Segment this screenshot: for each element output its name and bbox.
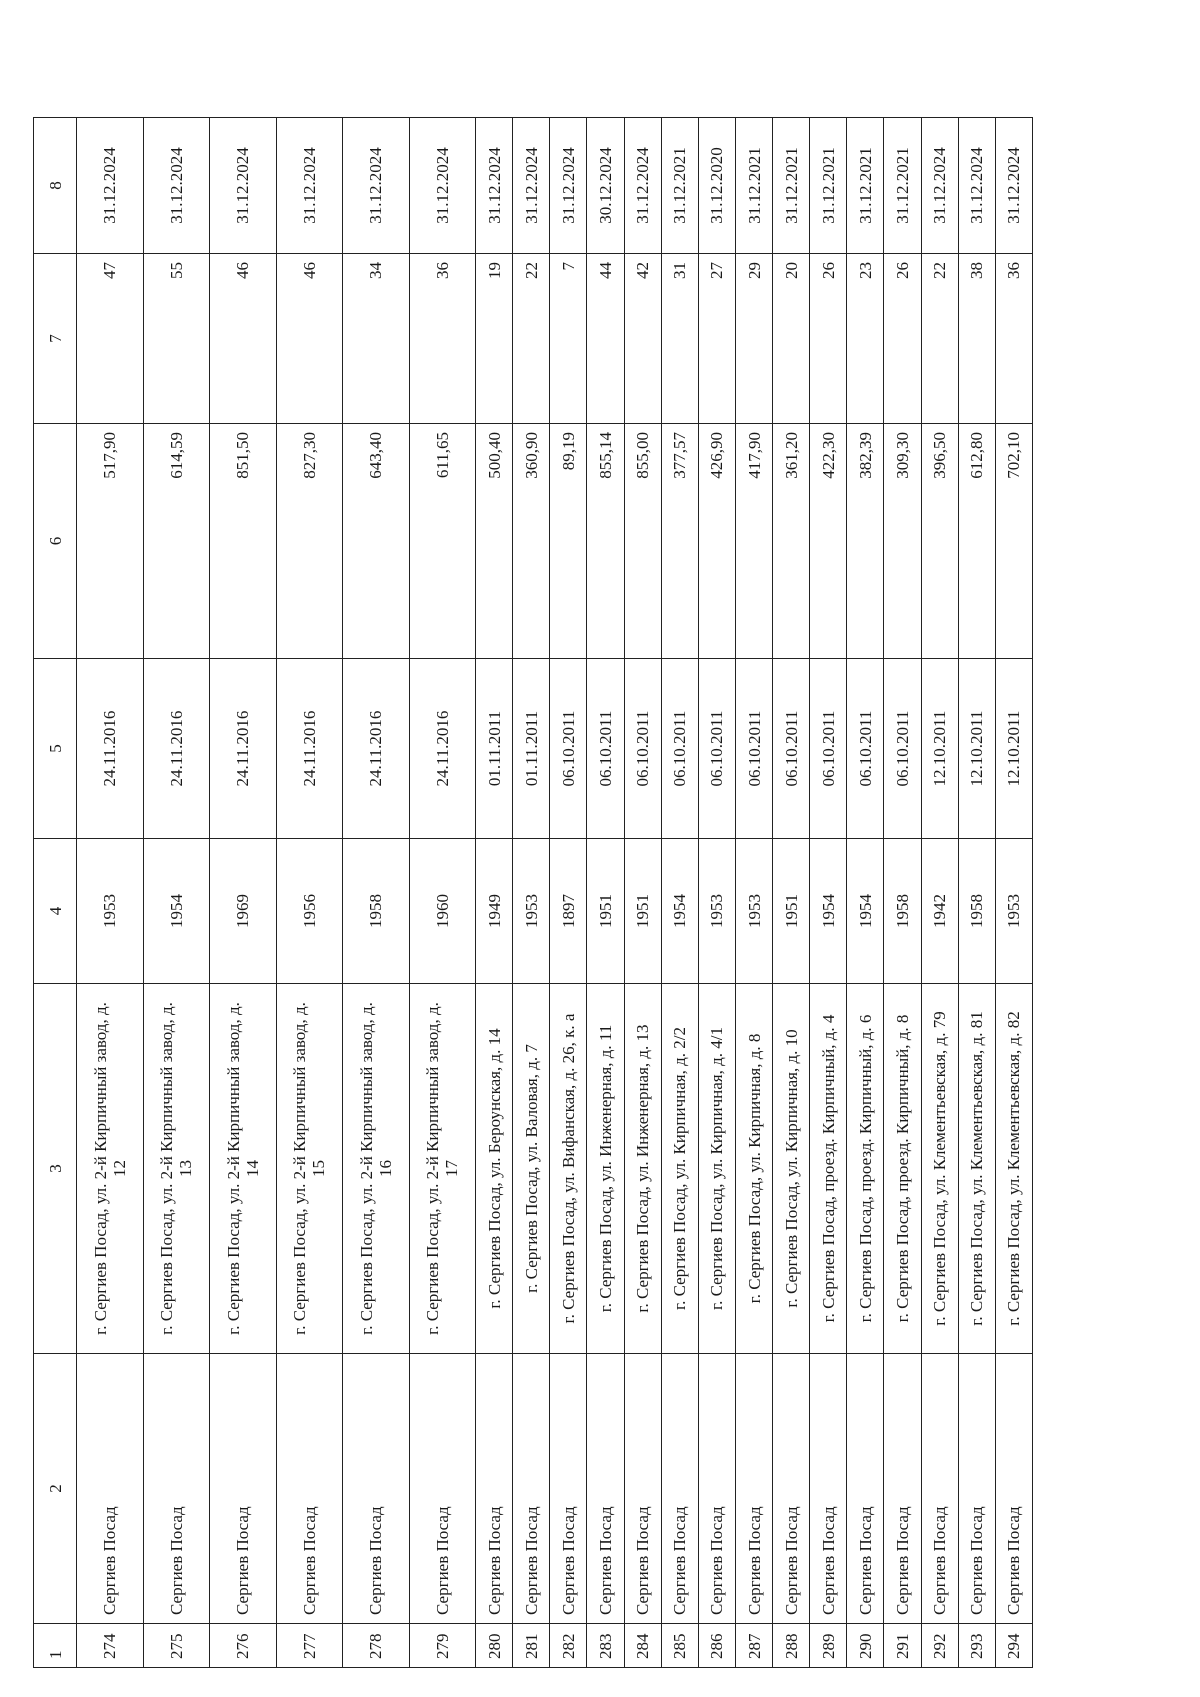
- settlement-cell: Сергиев Посад: [624, 1354, 661, 1624]
- date-cell: 06.10.2011: [550, 659, 587, 839]
- address-cell: г. Сергиев Посад, ул. Вифанская, д. 26, к. а: [550, 984, 587, 1354]
- area-cell: 851,50: [210, 424, 277, 659]
- row-number-cell: 293: [958, 1624, 995, 1668]
- deadline-date-cell: 31.12.2024: [921, 118, 958, 254]
- year-built-cell: 1958: [343, 839, 410, 984]
- area-cell: 702,10: [995, 424, 1032, 659]
- column-number-header: 6: [34, 424, 77, 659]
- year-built-cell: 1956: [276, 839, 343, 984]
- row-number-cell: 283: [587, 1624, 624, 1668]
- row-number-cell: 275: [143, 1624, 210, 1668]
- column-number-header: 3: [34, 984, 77, 1354]
- deadline-date-cell: 31.12.2024: [143, 118, 210, 254]
- count-cell: 55: [143, 254, 210, 424]
- area-cell: 643,40: [343, 424, 410, 659]
- area-cell: 517,90: [77, 424, 144, 659]
- area-cell: 855,14: [587, 424, 624, 659]
- deadline-date-cell: 31.12.2024: [276, 118, 343, 254]
- area-cell: 360,90: [513, 424, 550, 659]
- count-cell: 26: [884, 254, 921, 424]
- rotated-table-container: [33, 118, 1033, 1668]
- settlement-cell: Сергиев Посад: [958, 1354, 995, 1624]
- date-cell: 06.10.2011: [735, 659, 772, 839]
- settlement-cell: Сергиев Посад: [476, 1354, 513, 1624]
- date-cell: 06.10.2011: [847, 659, 884, 839]
- year-built-cell: 1951: [624, 839, 661, 984]
- table-row: [276, 118, 343, 1668]
- year-built-cell: 1953: [698, 839, 735, 984]
- address-cell: г. Сергиев Посад, ул. Инженерная, д. 11: [587, 984, 624, 1354]
- count-cell: 23: [847, 254, 884, 424]
- date-cell: 06.10.2011: [810, 659, 847, 839]
- table-row: [476, 118, 513, 1668]
- year-built-cell: 1958: [884, 839, 921, 984]
- settlement-cell: Сергиев Посад: [921, 1354, 958, 1624]
- count-cell: 36: [995, 254, 1032, 424]
- table-row: [773, 118, 810, 1668]
- deadline-date-cell: 31.12.2024: [210, 118, 277, 254]
- area-cell: 377,57: [661, 424, 698, 659]
- year-built-cell: 1954: [810, 839, 847, 984]
- deadline-date-cell: 31.12.2021: [735, 118, 772, 254]
- deadline-date-cell: 31.12.2024: [476, 118, 513, 254]
- count-cell: 7: [550, 254, 587, 424]
- settlement-cell: Сергиев Посад: [995, 1354, 1032, 1624]
- date-cell: 24.11.2016: [276, 659, 343, 839]
- area-cell: 614,59: [143, 424, 210, 659]
- date-cell: 06.10.2011: [773, 659, 810, 839]
- deadline-date-cell: 31.12.2024: [409, 118, 476, 254]
- settlement-cell: Сергиев Посад: [847, 1354, 884, 1624]
- address-cell: г. Сергиев Посад, ул. 2-й Кирпичный завод, д. 15: [276, 984, 343, 1354]
- count-cell: 19: [476, 254, 513, 424]
- settlement-cell: Сергиев Посад: [735, 1354, 772, 1624]
- table-row: [661, 118, 698, 1668]
- row-number-cell: 292: [921, 1624, 958, 1668]
- row-number-cell: 287: [735, 1624, 772, 1668]
- year-built-cell: 1954: [143, 839, 210, 984]
- table-row: [513, 118, 550, 1668]
- date-cell: 01.11.2011: [476, 659, 513, 839]
- housing-register-table: [33, 117, 1033, 1668]
- year-built-cell: 1954: [661, 839, 698, 984]
- date-cell: 12.10.2011: [958, 659, 995, 839]
- column-number-header: 1: [34, 1624, 77, 1668]
- row-number-cell: 277: [276, 1624, 343, 1668]
- table-row: [921, 118, 958, 1668]
- settlement-cell: Сергиев Посад: [810, 1354, 847, 1624]
- row-number-cell: 289: [810, 1624, 847, 1668]
- row-number-cell: 290: [847, 1624, 884, 1668]
- row-number-cell: 294: [995, 1624, 1032, 1668]
- date-cell: 01.11.2011: [513, 659, 550, 839]
- count-cell: 38: [958, 254, 995, 424]
- row-number-cell: 284: [624, 1624, 661, 1668]
- count-cell: 26: [810, 254, 847, 424]
- table-row: [995, 118, 1032, 1668]
- area-cell: 417,90: [735, 424, 772, 659]
- column-number-row: [34, 118, 77, 1668]
- table-row: [810, 118, 847, 1668]
- count-cell: 22: [921, 254, 958, 424]
- column-number-header: 2: [34, 1354, 77, 1624]
- column-number-header: 7: [34, 254, 77, 424]
- date-cell: 24.11.2016: [143, 659, 210, 839]
- row-number-cell: 278: [343, 1624, 410, 1668]
- table-row: [735, 118, 772, 1668]
- address-cell: г. Сергиев Посад, ул. Кирпичная, д. 10: [773, 984, 810, 1354]
- column-number-header: 5: [34, 659, 77, 839]
- deadline-date-cell: 31.12.2024: [77, 118, 144, 254]
- deadline-date-cell: 31.12.2024: [958, 118, 995, 254]
- table-row: [343, 118, 410, 1668]
- count-cell: 34: [343, 254, 410, 424]
- area-cell: 855,00: [624, 424, 661, 659]
- settlement-cell: Сергиев Посад: [77, 1354, 144, 1624]
- deadline-date-cell: 31.12.2024: [624, 118, 661, 254]
- year-built-cell: 1953: [995, 839, 1032, 984]
- count-cell: 44: [587, 254, 624, 424]
- column-number-header: 4: [34, 839, 77, 984]
- area-cell: 309,30: [884, 424, 921, 659]
- settlement-cell: Сергиев Посад: [587, 1354, 624, 1624]
- deadline-date-cell: 31.12.2021: [810, 118, 847, 254]
- address-cell: г. Сергиев Посад, ул. 2-й Кирпичный завод, д. 12: [77, 984, 144, 1354]
- row-number-cell: 286: [698, 1624, 735, 1668]
- area-cell: 612,80: [958, 424, 995, 659]
- table-row: [847, 118, 884, 1668]
- year-built-cell: 1958: [958, 839, 995, 984]
- row-number-cell: 280: [476, 1624, 513, 1668]
- settlement-cell: Сергиев Посад: [409, 1354, 476, 1624]
- address-cell: г. Сергиев Посад, проезд. Кирпичный, д. 8: [884, 984, 921, 1354]
- settlement-cell: Сергиев Посад: [550, 1354, 587, 1624]
- table-body: [34, 118, 1033, 1668]
- count-cell: 36: [409, 254, 476, 424]
- row-number-cell: 279: [409, 1624, 476, 1668]
- table-row: [210, 118, 277, 1668]
- count-cell: 27: [698, 254, 735, 424]
- deadline-date-cell: 31.12.2021: [661, 118, 698, 254]
- table-row: [143, 118, 210, 1668]
- address-cell: г. Сергиев Посад, ул. Кирпичная, д. 2/2: [661, 984, 698, 1354]
- count-cell: 47: [77, 254, 144, 424]
- table-row: [587, 118, 624, 1668]
- deadline-date-cell: 31.12.2021: [884, 118, 921, 254]
- address-cell: г. Сергиев Посад, ул. 2-й Кирпичный завод, д. 16: [343, 984, 410, 1354]
- date-cell: 06.10.2011: [624, 659, 661, 839]
- year-built-cell: 1942: [921, 839, 958, 984]
- area-cell: 426,90: [698, 424, 735, 659]
- table-row: [550, 118, 587, 1668]
- date-cell: 12.10.2011: [921, 659, 958, 839]
- address-cell: г. Сергиев Посад, ул. Клементьевская, д. 81: [958, 984, 995, 1354]
- settlement-cell: Сергиев Посад: [513, 1354, 550, 1624]
- date-cell: 24.11.2016: [210, 659, 277, 839]
- deadline-date-cell: 31.12.2021: [773, 118, 810, 254]
- table-row: [624, 118, 661, 1668]
- address-cell: г. Сергиев Посад, ул. 2-й Кирпичный завод, д. 13: [143, 984, 210, 1354]
- date-cell: 06.10.2011: [587, 659, 624, 839]
- address-cell: г. Сергиев Посад, ул. Клементьевская, д. 82: [995, 984, 1032, 1354]
- year-built-cell: 1949: [476, 839, 513, 984]
- area-cell: 396,50: [921, 424, 958, 659]
- settlement-cell: Сергиев Посад: [698, 1354, 735, 1624]
- address-cell: г. Сергиев Посад, ул. Бероунская, д. 14: [476, 984, 513, 1354]
- table-row: [884, 118, 921, 1668]
- deadline-date-cell: 30.12.2024: [587, 118, 624, 254]
- row-number-cell: 281: [513, 1624, 550, 1668]
- table-row: [698, 118, 735, 1668]
- area-cell: 611,65: [409, 424, 476, 659]
- date-cell: 06.10.2011: [661, 659, 698, 839]
- deadline-date-cell: 31.12.2024: [343, 118, 410, 254]
- count-cell: 31: [661, 254, 698, 424]
- area-cell: 89,19: [550, 424, 587, 659]
- year-built-cell: 1953: [77, 839, 144, 984]
- row-number-cell: 274: [77, 1624, 144, 1668]
- settlement-cell: Сергиев Посад: [773, 1354, 810, 1624]
- row-number-cell: 276: [210, 1624, 277, 1668]
- settlement-cell: Сергиев Посад: [210, 1354, 277, 1624]
- address-cell: г. Сергиев Посад, ул. 2-й Кирпичный завод, д. 14: [210, 984, 277, 1354]
- area-cell: 422,30: [810, 424, 847, 659]
- deadline-date-cell: 31.12.2024: [550, 118, 587, 254]
- address-cell: г. Сергиев Посад, ул. Валовая, д. 7: [513, 984, 550, 1354]
- year-built-cell: 1954: [847, 839, 884, 984]
- column-number-header: 8: [34, 118, 77, 254]
- count-cell: 22: [513, 254, 550, 424]
- year-built-cell: 1951: [587, 839, 624, 984]
- count-cell: 20: [773, 254, 810, 424]
- area-cell: 500,40: [476, 424, 513, 659]
- year-built-cell: 1897: [550, 839, 587, 984]
- year-built-cell: 1953: [513, 839, 550, 984]
- year-built-cell: 1953: [735, 839, 772, 984]
- date-cell: 24.11.2016: [77, 659, 144, 839]
- row-number-cell: 285: [661, 1624, 698, 1668]
- deadline-date-cell: 31.12.2024: [995, 118, 1032, 254]
- settlement-cell: Сергиев Посад: [343, 1354, 410, 1624]
- deadline-date-cell: 31.12.2024: [513, 118, 550, 254]
- area-cell: 361,20: [773, 424, 810, 659]
- count-cell: 46: [210, 254, 277, 424]
- settlement-cell: Сергиев Посад: [661, 1354, 698, 1624]
- row-number-cell: 282: [550, 1624, 587, 1668]
- settlement-cell: Сергиев Посад: [276, 1354, 343, 1624]
- date-cell: 06.10.2011: [884, 659, 921, 839]
- table-row: [77, 118, 144, 1668]
- row-number-cell: 288: [773, 1624, 810, 1668]
- count-cell: 46: [276, 254, 343, 424]
- table-row: [958, 118, 995, 1668]
- row-number-cell: 291: [884, 1624, 921, 1668]
- settlement-cell: Сергиев Посад: [143, 1354, 210, 1624]
- year-built-cell: 1960: [409, 839, 476, 984]
- year-built-cell: 1951: [773, 839, 810, 984]
- address-cell: г. Сергиев Посад, ул. Инженерная, д. 13: [624, 984, 661, 1354]
- scanned-page: [33, 118, 1033, 1668]
- count-cell: 29: [735, 254, 772, 424]
- table-row: [409, 118, 476, 1668]
- settlement-cell: Сергиев Посад: [884, 1354, 921, 1624]
- date-cell: 06.10.2011: [698, 659, 735, 839]
- deadline-date-cell: 31.12.2021: [847, 118, 884, 254]
- count-cell: 42: [624, 254, 661, 424]
- address-cell: г. Сергиев Посад, проезд. Кирпичный, д. 4: [810, 984, 847, 1354]
- date-cell: 24.11.2016: [409, 659, 476, 839]
- year-built-cell: 1969: [210, 839, 277, 984]
- date-cell: 12.10.2011: [995, 659, 1032, 839]
- area-cell: 827,30: [276, 424, 343, 659]
- address-cell: г. Сергиев Посад, ул. Клементьевская, д. 79: [921, 984, 958, 1354]
- address-cell: г. Сергиев Посад, ул. Кирпичная, д. 4/1: [698, 984, 735, 1354]
- area-cell: 382,39: [847, 424, 884, 659]
- date-cell: 24.11.2016: [343, 659, 410, 839]
- deadline-date-cell: 31.12.2020: [698, 118, 735, 254]
- address-cell: г. Сергиев Посад, проезд. Кирпичный, д. 6: [847, 984, 884, 1354]
- address-cell: г. Сергиев Посад, ул. 2-й Кирпичный завод, д. 17: [409, 984, 476, 1354]
- address-cell: г. Сергиев Посад, ул. Кирпичная, д. 8: [735, 984, 772, 1354]
